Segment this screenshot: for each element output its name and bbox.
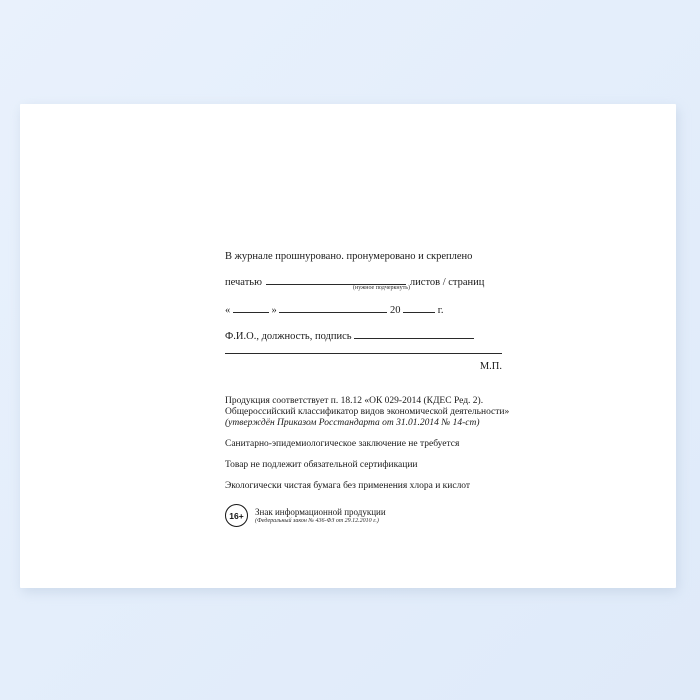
eco-paper-note: Экологически чистая бумага без применения хлора и кислот <box>225 481 471 492</box>
age-rating-row <box>225 504 645 527</box>
sanitary-note: Санитарно-эпидемиологическое заключение не требуется <box>225 439 460 450</box>
okved-line-2: Общероссийский классификатор видов экономической деятельности» <box>225 407 510 418</box>
age-rating-law: (Федеральный закон № 436-ФЗ от 29.12.2010 г.) <box>255 518 379 525</box>
seal-line-row <box>225 272 645 294</box>
date-line-row <box>225 303 645 316</box>
fio-label: Ф.И.О., должность, подпись <box>225 331 352 343</box>
sheets-pages-label: листов / страниц <box>409 277 485 289</box>
age-rating-icon: 16+ <box>225 504 248 527</box>
quote-open: « <box>225 305 231 317</box>
seal-fill-rule <box>266 275 406 285</box>
underline-hint-note: (нужное подчеркнуть) <box>353 285 410 292</box>
journal-statement-line: В журнале прошнуровано. пронумеровано и скреплено <box>225 251 473 262</box>
age-rating-text <box>255 507 386 524</box>
year-suffix: г. <box>437 305 444 317</box>
legal-block <box>225 396 645 491</box>
okved-line-1: Продукция соответствует п. 18.12 «ОК 029-2014 (КДЕС Ред. 2). <box>225 396 484 407</box>
year-prefix: 20 <box>390 305 401 317</box>
document-page <box>20 104 676 588</box>
quote-close: » <box>271 305 277 317</box>
certification-note: Товар не подлежит обязательной сертификации <box>225 460 418 471</box>
signature-rule <box>225 352 502 354</box>
mp-stamp-label: М.П. <box>479 361 502 373</box>
day-fill-rule <box>233 303 269 313</box>
seal-label: печатью <box>225 277 262 289</box>
month-fill-rule <box>279 303 387 313</box>
year-fill-rule <box>403 303 435 313</box>
fio-fill-rule <box>354 329 474 339</box>
age-rating-title: Знак информационной продукции <box>255 507 386 518</box>
document-content <box>225 249 645 527</box>
okved-line-3: (утверждён Приказом Росстандарта от 31.01.2014 № 14-ст) <box>225 418 480 429</box>
fio-line-row <box>225 329 645 342</box>
